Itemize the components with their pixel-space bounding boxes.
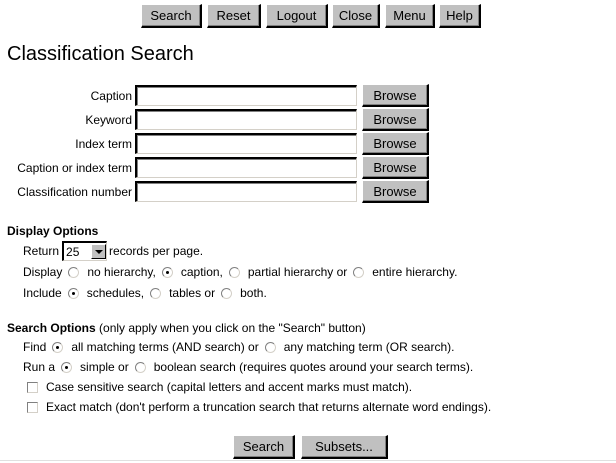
records-per-page-select[interactable] (62, 241, 107, 261)
return-row (23, 240, 203, 262)
run-boolean-label: boolean search (requires quotes around your search terms). (153, 360, 474, 374)
caption-browse-button[interactable]: Browse (362, 84, 429, 107)
subsets-button[interactable]: Subsets... (301, 435, 388, 459)
include-tables-label: tables or (169, 286, 216, 300)
case-sensitive-row (21, 379, 412, 395)
display-caption-label: caption, (180, 265, 223, 279)
find-any-term-label: any matching term (OR search). (283, 340, 455, 354)
toolbar-menu-button[interactable]: Menu (385, 4, 435, 28)
display-options-heading: Display Options (7, 224, 99, 238)
index-term-input[interactable] (135, 133, 357, 154)
run-boolean-radio[interactable] (135, 362, 146, 373)
index-term-label: Index term (75, 137, 132, 151)
toolbar-reset-button[interactable]: Reset (207, 4, 261, 28)
records-per-page-value: 25 (66, 244, 80, 259)
include-row (23, 285, 267, 301)
exact-match-checkbox[interactable] (27, 402, 38, 413)
toolbar-logout-button[interactable]: Logout (266, 4, 328, 28)
toolbar-search-button[interactable]: Search (141, 4, 202, 28)
chevron-down-icon[interactable] (91, 244, 106, 259)
display-no-hierarchy-radio[interactable] (68, 267, 79, 278)
include-both-label: both. (240, 286, 267, 300)
find-row (23, 339, 454, 355)
search-options-heading: Search Options (7, 321, 96, 335)
run-simple-radio[interactable] (61, 362, 72, 373)
bottom-divider (0, 460, 616, 461)
display-caption-radio[interactable] (162, 267, 173, 278)
include-schedules-label: schedules, (86, 286, 145, 300)
find-all-terms-label: all matching terms (AND search) or (71, 340, 259, 354)
classification-number-browse-button[interactable]: Browse (362, 180, 429, 203)
display-entire-hierarchy-label: entire hierarchy. (372, 265, 458, 279)
caption-input[interactable] (135, 85, 357, 106)
display-prefix: Display (23, 265, 63, 279)
search-options-heading-row (7, 321, 366, 335)
classification-number-label: Classification number (17, 185, 132, 199)
display-no-hierarchy-label: no hierarchy, (87, 265, 156, 279)
exact-match-row (21, 399, 491, 415)
keyword-browse-button[interactable]: Browse (362, 108, 429, 131)
run-prefix: Run a (23, 360, 56, 374)
return-suffix: records per page. (109, 244, 204, 258)
caption-or-index-term-input[interactable] (135, 157, 357, 178)
keyword-label: Keyword (85, 113, 132, 127)
display-row (23, 264, 457, 280)
caption-label: Caption (90, 89, 132, 103)
case-sensitive-checkbox[interactable] (27, 382, 38, 393)
case-sensitive-label: Case sensitive search (capital letters and accent marks must match). (46, 380, 413, 394)
exact-match-label: Exact match (don't perform a truncation search that returns alternate word endings). (46, 400, 492, 414)
keyword-input[interactable] (135, 109, 357, 130)
caption-or-index-term-label: Caption or index term (17, 161, 132, 175)
index-term-browse-button[interactable]: Browse (362, 132, 429, 155)
include-prefix: Include (23, 286, 62, 300)
classification-number-input[interactable] (135, 181, 357, 202)
search-options-note: (only apply when you click on the "Search" button) (99, 321, 366, 335)
page-title: Classification Search (7, 43, 194, 65)
run-simple-label: simple or (80, 360, 129, 374)
find-prefix: Find (23, 340, 47, 354)
display-partial-hierarchy-radio[interactable] (229, 267, 240, 278)
footer-search-button[interactable]: Search (233, 435, 295, 459)
return-prefix: Return (23, 244, 60, 258)
toolbar-close-button[interactable]: Close (332, 4, 380, 28)
display-partial-hierarchy-label: partial hierarchy or (247, 265, 348, 279)
caption-or-index-term-browse-button[interactable]: Browse (362, 156, 429, 179)
run-row (23, 359, 473, 375)
display-entire-hierarchy-radio[interactable] (353, 267, 364, 278)
find-any-term-radio[interactable] (265, 342, 276, 353)
include-tables-radio[interactable] (150, 288, 161, 299)
toolbar-help-button[interactable]: Help (439, 4, 481, 28)
find-all-terms-radio[interactable] (52, 342, 63, 353)
include-both-radio[interactable] (221, 288, 232, 299)
include-schedules-radio[interactable] (68, 288, 79, 299)
